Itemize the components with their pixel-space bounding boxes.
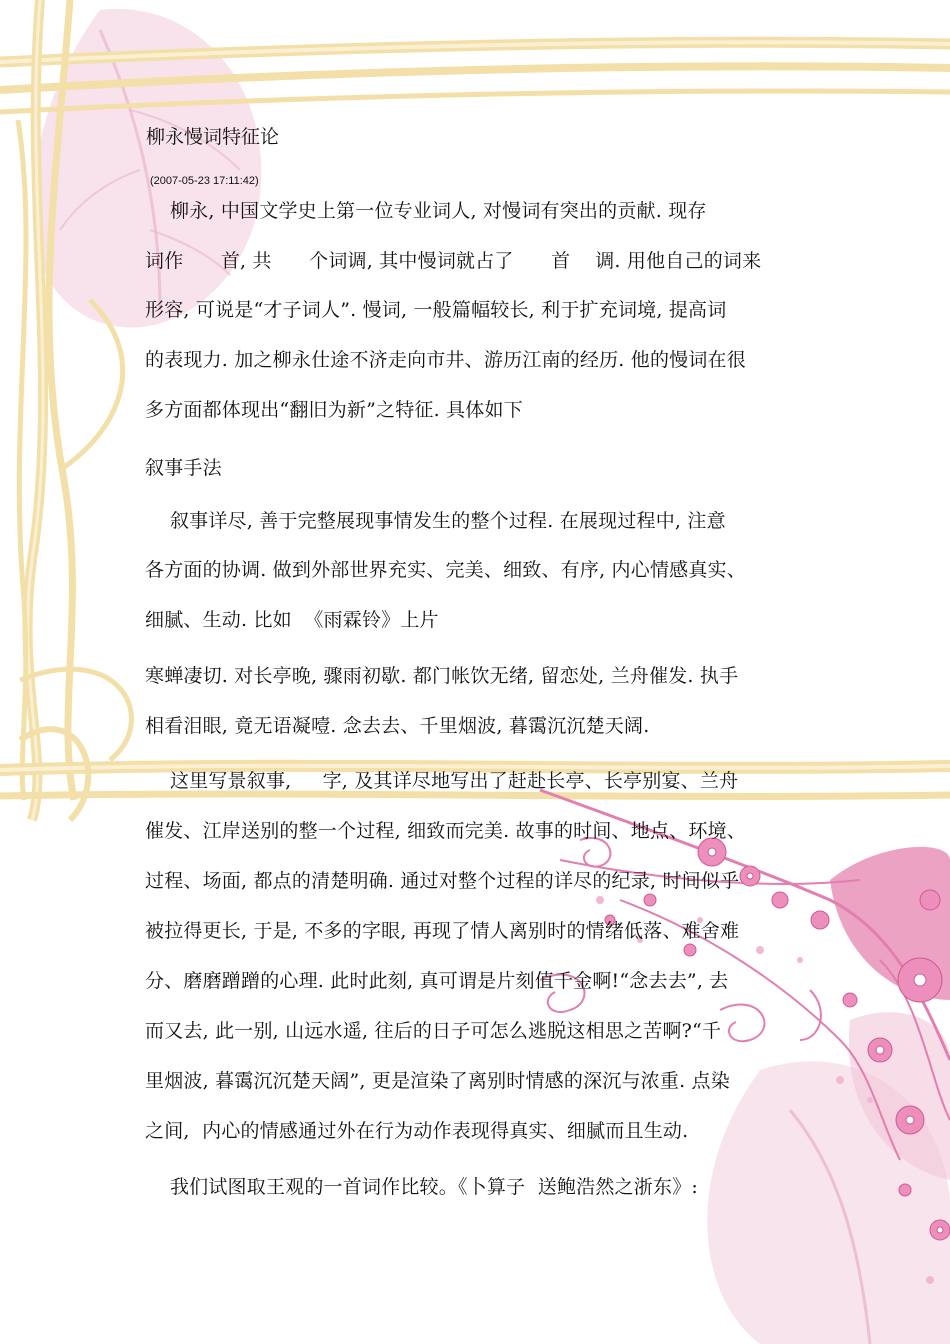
text-line: 之间, 内心的情感通过外在行为动作表现得真实、细腻而且生动. (145, 1120, 689, 1142)
text-line: 的表现力. 加之柳永仕途不济走向市井、游历江南的经历. 他的慢词在很 (145, 349, 746, 371)
text-line: 词作 首, 共 个词调, 其中慢词就占了 首 调. 用他自己的词来 (145, 250, 762, 272)
text-line: 各方面的协调. 做到外部世界充实、完美、细致、有序, 内心情感真实、 (145, 559, 746, 581)
text-line: 这里写景叙事, 字, 及其详尽地写出了赶赴长亭、长亭别宴、兰舟 (145, 770, 739, 792)
text-line: 柳永, 中国文学史上第一位专业词人, 对慢词有突出的贡献. 现存 (145, 200, 707, 222)
page-title: 柳永慢词特征论 (146, 126, 280, 148)
text-line: 寒蝉凄切. 对长亭晚, 骤雨初歇. 都门帐饮无绪, 留恋处, 兰舟催发. 执手 (145, 665, 739, 687)
text-line: 里烟波, 暮霭沉沉楚天阔”, 更是渲染了离别时情感的深沉与浓重. 点染 (145, 1070, 730, 1092)
text-line: 形容, 可说是“才子词人”. 慢词, 一般篇幅较长, 利于扩充词境, 提高词 (145, 299, 727, 321)
text-line: 叙事详尽, 善于完整展现事情发生的整个过程. 在展现过程中, 注意 (145, 510, 726, 532)
text-line: 我们试图取王观的一首词作比较。《卜算子 送鲍浩然之浙东》: (145, 1176, 698, 1198)
text-line: 催发、江岸送别的整一个过程, 细致而完美. 故事的时间、地点、环境、 (145, 820, 746, 842)
section-heading: 叙事手法 (145, 457, 222, 479)
post-timestamp: (2007-05-23 17:11:42) (150, 175, 259, 187)
text-line: 而又去, 此一别, 山远水遥, 往后的日子可怎么逃脱这相思之苦啊?“千 (145, 1020, 722, 1042)
text-line: 被拉得更长, 于是, 不多的字眼, 再现了情人离别时的情绪低落、难舍难 (145, 920, 740, 942)
text-line: 多方面都体现出“翻旧为新”之特征. 具体如下 (145, 399, 523, 421)
text-line: 相看泪眼, 竟无语凝噎. 念去去、千里烟波, 暮霭沉沉楚天阔. (145, 715, 650, 737)
text-line: 过程、场面, 都点的清楚明确. 通过对整个过程的详尽的纪录, 时间似乎 (145, 870, 740, 892)
text-line: 分、磨磨蹭蹭的心理. 此时此刻, 真可谓是片刻值千金啊!“念去去”, 去 (145, 970, 729, 992)
text-line: 细腻、生动. 比如 《雨霖铃》上片 (145, 609, 439, 631)
